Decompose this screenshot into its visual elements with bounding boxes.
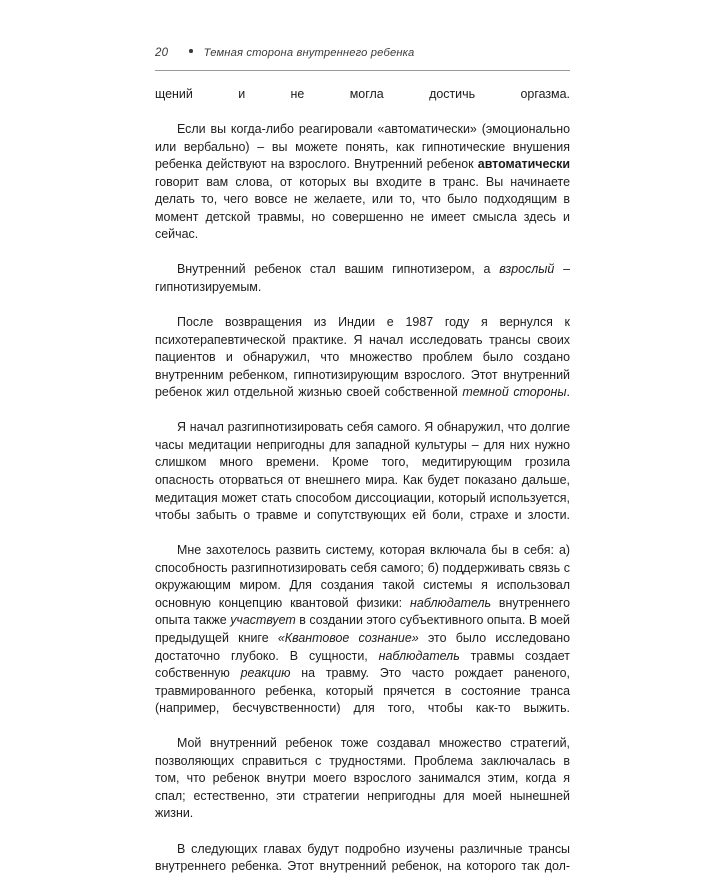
running-head-title: Темная сторона внутреннего ребенка xyxy=(203,47,415,59)
emphasis-italic: взрослый xyxy=(499,262,555,277)
emphasis-italic: наблюдатель xyxy=(378,648,460,663)
page-text-block xyxy=(155,86,570,893)
emphasis-italic: реакцию xyxy=(240,666,291,681)
paragraph: щений и не могла достичь оргазма. xyxy=(155,87,570,101)
emphasis-italic: наблюдатель xyxy=(410,595,492,610)
page-number: 20 xyxy=(155,47,169,59)
paragraph: Если вы когда-либо реагировали «автоматически» (эмоционально или вербально) – вы можете понять, как гипнотические внушения ребенка действуют на взрослого. Внутренний ребенок автоматически говорит вам слова, от которых вы входите в транс. Вы начинаете делать то, чего вовсе не желаете, или то, что было подходящим в момент детской травмы, но совершенно не имеет смысла здесь и сейчас. xyxy=(155,122,570,242)
emphasis-italic: темной стороны xyxy=(462,385,567,400)
bullet-icon xyxy=(189,49,193,53)
emphasis-italic: участвует xyxy=(230,613,296,628)
paragraph: В следующих главах будут подробно изучены различные трансы внутреннего ребенка. Этот внутренний ребенок, на которого так дол- xyxy=(155,841,570,874)
paragraph: Мне захотелось развить систему, которая включала бы в себя: а) способность разгипнотизировать себя самого; б) поддерживать связь с окружающим миром. Для создания такой системы я использовал основную концепцию квантовой физики: наблюдатель внутреннего опыта также участвует в создании этого субъективного опыта. В моей предыдущей книге «Квантовое сознание» это было исследовано достаточно глубоко. В сущности, наблюдатель травмы создает собственную реакцию на травму. Это часто рождает раненого, травмированного ребенка, который прячется в состояние транса (например, бесчувственности) для того, чтобы как-то выжить. xyxy=(155,543,570,716)
paragraph: Внутренний ребенок стал вашим гипнотизером, а взрослый – гипнотизируемым. xyxy=(155,262,570,295)
emphasis-italic: «Квантовое сознание» xyxy=(277,630,419,645)
header-divider xyxy=(155,70,570,71)
running-head xyxy=(155,47,570,59)
paragraph: Я начал разгипнотизировать себя самого. Я обнаружил, что долгие часы медитации непригодны для западной культуры – для них нужно слишком много времени. Кроме того, медитирующим грозила опасность оторваться от внешнего мира. Как будет показано дальше, медитация может стать способом диссоциации, который используется, чтобы забыть о травме и сопутствующих ей боли, страхе и злости. xyxy=(155,420,570,523)
paragraph: Мой внутренний ребенок тоже создавал множество стратегий, позволяющих справиться с трудностями. Проблема заключалась в том, что ребенок внутри моего взрослого занимался этим, когда я спал; естественно, эти стратегии непригодны для моей нынешней жизни. xyxy=(155,736,570,821)
paragraph: После возвращения из Индии е 1987 году я вернулся к психотерапевтической практике. Я начал исследовать трансы своих пациентов и обнаружил, что множество проблем было создано внутренним ребенком, гипнотизирующим взрослого. Этот внутренний ребенок жил отдельной жизнью своей собственной темной стороны. xyxy=(155,315,570,400)
emphasis-bold: автоматически xyxy=(477,157,570,172)
